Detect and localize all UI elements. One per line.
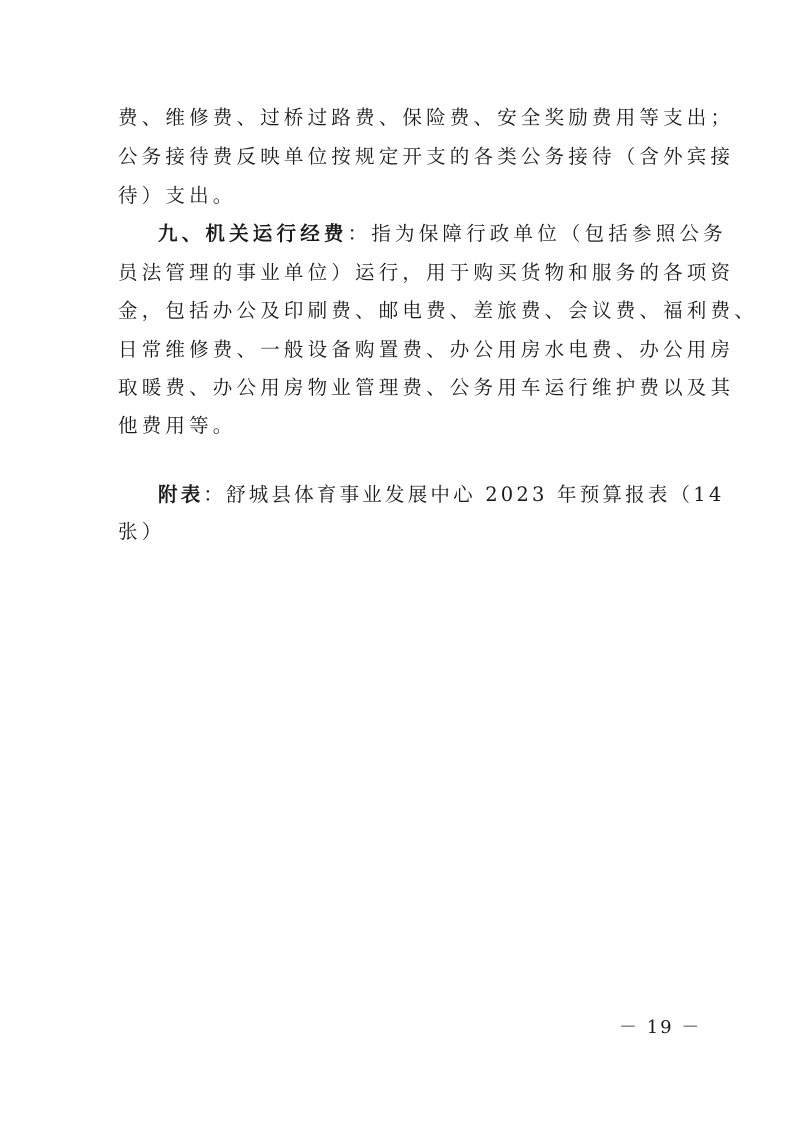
attachment-label: 附表 xyxy=(158,483,204,506)
section-nine-text: ：指为保障行政单位（包括参照公务 xyxy=(347,222,727,245)
attachment-text: ：舒城县体育事业发展中心 2023 年预算报表（14 xyxy=(203,483,725,506)
section-nine-first-line xyxy=(158,219,727,249)
paragraph-line: 张） xyxy=(118,520,166,543)
paragraph-line: 员法管理的事业单位）运行，用于购买货物和服务的各项资 xyxy=(118,261,735,284)
paragraph-line: 取暖费、办公用房物业管理费、公务用车运行维护费以及其 xyxy=(118,376,735,399)
section-nine-heading: 九、机关运行经费 xyxy=(158,222,348,245)
paragraph-line: 金，包括办公及印刷费、邮电费、差旅费、会议费、福利费、 xyxy=(118,299,758,322)
paragraph-line: 日常维修费、一般设备购置费、办公用房水电费、办公用房 xyxy=(118,338,735,361)
paragraph-line: 待）支出。 xyxy=(118,184,237,207)
page-number: － 19 － xyxy=(619,1017,702,1038)
paragraph-line: 费、维修费、过桥过路费、保险费、安全奖励费用等支出； xyxy=(118,106,735,129)
attachment-first-line xyxy=(158,480,725,510)
paragraph-line: 公务接待费反映单位按规定开支的各类公务接待（含外宾接 xyxy=(118,145,735,168)
paragraph-line: 他费用等。 xyxy=(118,414,237,437)
